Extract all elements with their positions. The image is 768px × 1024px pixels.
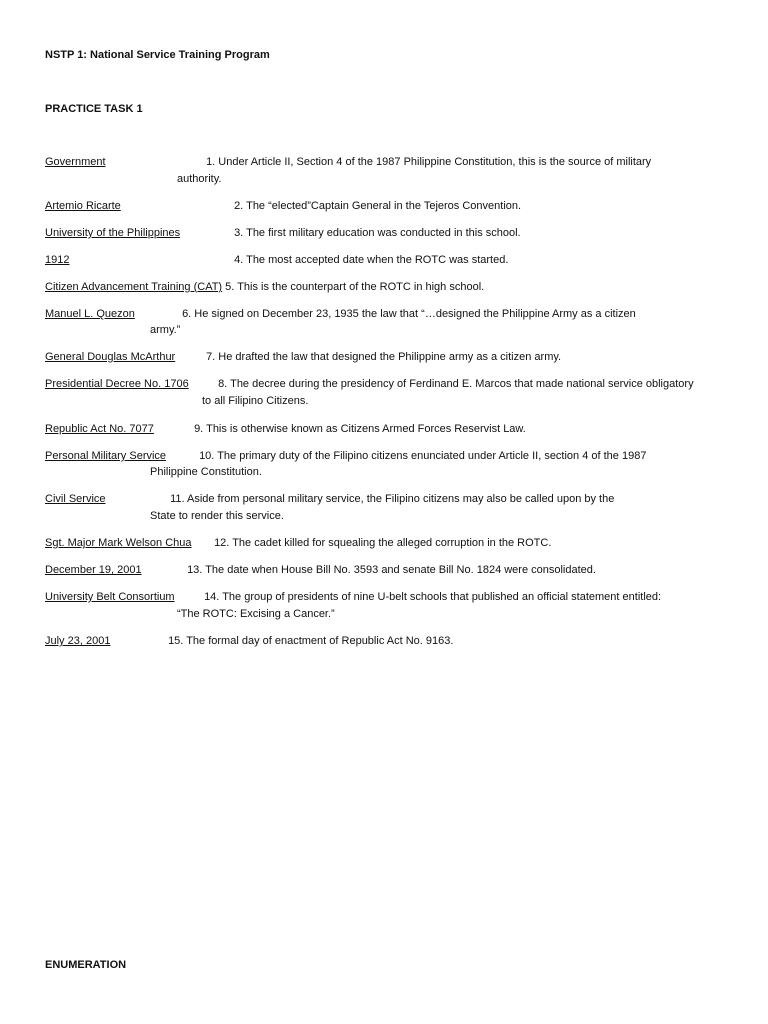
section-title: PRACTICE TASK 1	[45, 103, 143, 115]
question-item	[45, 281, 484, 293]
question-item	[45, 254, 508, 266]
answer-blank: Civil Service	[45, 493, 106, 505]
question-text: 5. This is the counterpart of the ROTC in high school.	[225, 281, 485, 293]
answer-blank: Republic Act No. 7077	[45, 423, 154, 435]
answer-blank: December 19, 2001	[45, 564, 142, 576]
question-text: 1. Under Article II, Section 4 of the 1987 Philippine Constitution, this is the source of military	[206, 156, 652, 168]
question-item	[45, 200, 521, 212]
question-item	[45, 537, 551, 549]
question-text: 7. He drafted the law that designed the Philippine army as a citizen army.	[206, 351, 562, 363]
question-item	[45, 156, 651, 168]
question-continuation: army.”	[150, 324, 181, 336]
answer-blank: Government	[45, 156, 106, 168]
question-continuation: “The ROTC: Excising a Cancer.”	[177, 608, 335, 620]
question-item	[45, 635, 453, 647]
question-continuation: authority.	[177, 173, 222, 185]
answer-blank: 1912	[45, 254, 70, 266]
course-title: NSTP 1: National Service Training Program	[45, 49, 270, 61]
question-item	[45, 227, 521, 239]
question-text: 6. He signed on December 23, 1935 the law that “…designed the Philippine Army as a citizen	[182, 308, 636, 320]
question-text: 3. The first military education was conducted in this school.	[234, 227, 521, 239]
question-continuation: Philippine Constitution.	[150, 466, 262, 478]
question-item	[45, 378, 694, 390]
question-text: 12. The cadet killed for squealing the alleged corruption in the ROTC.	[214, 537, 552, 549]
answer-blank: University Belt Consortium	[45, 591, 175, 603]
answer-blank: Citizen Advancement Training (CAT)	[45, 281, 223, 293]
answer-blank: Presidential Decree No. 1706	[45, 378, 189, 390]
question-text: 4. The most accepted date when the ROTC was started.	[234, 254, 509, 266]
answer-blank: University of the Philippines	[45, 227, 181, 239]
question-text: 2. The “elected”Captain General in the Tejeros Convention.	[234, 200, 522, 212]
question-text: 9. This is otherwise known as Citizens Armed Forces Reservist Law.	[194, 423, 526, 435]
question-item	[45, 423, 526, 435]
question-text: 15. The formal day of enactment of Republic Act No. 9163.	[168, 635, 454, 647]
question-item	[45, 591, 661, 603]
answer-blank: Sgt. Major Mark Welson Chua	[45, 537, 192, 549]
answer-blank: Artemio Ricarte	[45, 200, 121, 212]
answer-blank: Personal Military Service	[45, 450, 167, 462]
enumeration-heading: ENUMERATION	[45, 959, 127, 971]
question-text: 11. Aside from personal military service, the Filipino citizens may also be called upon by the	[170, 493, 615, 505]
question-text: 8. The decree during the presidency of Ferdinand E. Marcos that made national service obligatory	[218, 378, 694, 390]
question-text: 14. The group of presidents of nine U-belt schools that published an official statement entitled:	[204, 591, 662, 603]
question-item	[45, 308, 636, 320]
question-item	[45, 351, 561, 363]
question-item	[45, 564, 596, 576]
question-text: 13. The date when House Bill No. 3593 and senate Bill No. 1824 were consolidated.	[187, 564, 596, 576]
question-continuation: State to render this service.	[150, 510, 284, 522]
question-item	[45, 493, 614, 505]
answer-blank: General Douglas McArthur	[45, 351, 176, 363]
question-text: 10. The primary duty of the Filipino citizens enunciated under Article II, section 4 of the 1987	[199, 450, 647, 462]
answer-blank: July 23, 2001	[45, 635, 111, 647]
question-item	[45, 450, 646, 462]
question-continuation: to all Filipino Citizens.	[202, 395, 309, 407]
answer-blank: Manuel L. Quezon	[45, 308, 135, 320]
